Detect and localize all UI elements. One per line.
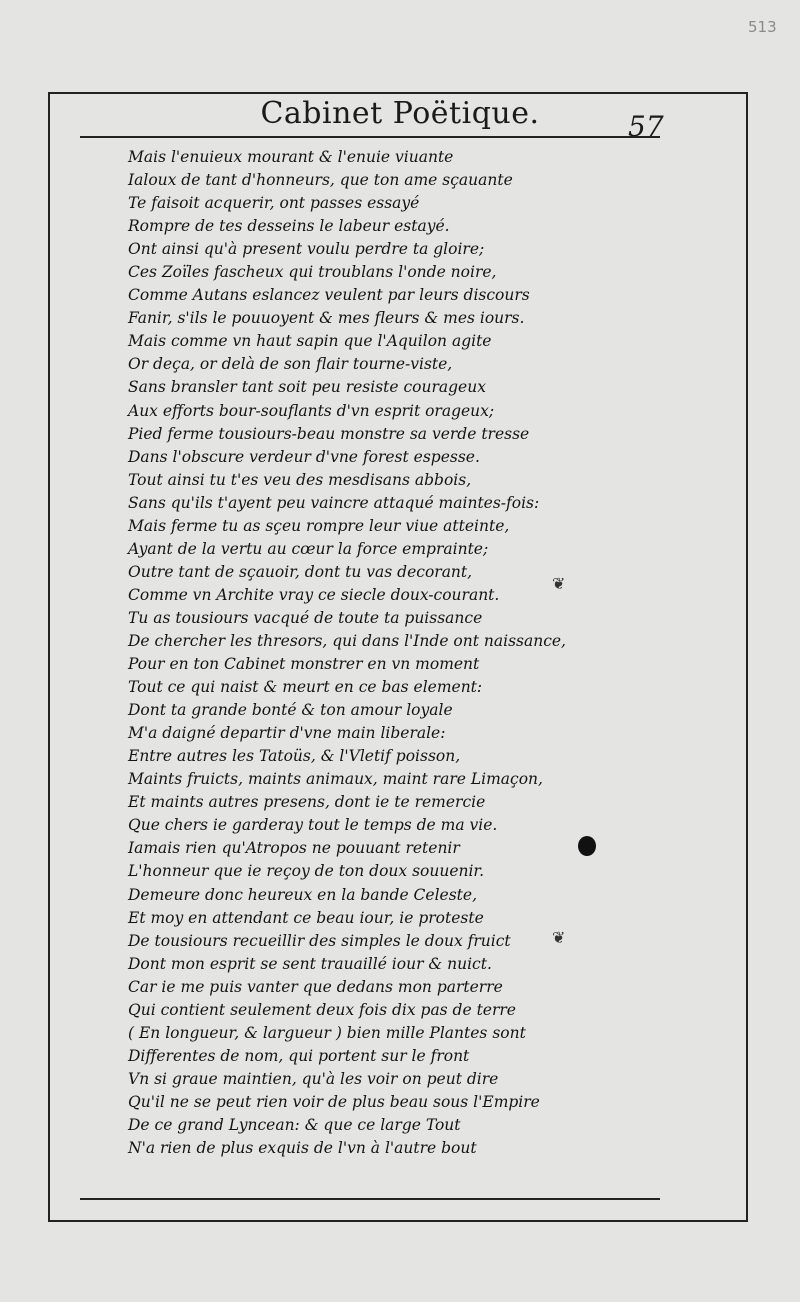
verse-line: De tousiours recueillir des simples le doux fruict	[128, 931, 511, 950]
verse-line: L'honneur que ie reçoy de ton doux souuenir.	[128, 862, 485, 881]
verse-line: Comme vn Archite vray ce siecle doux-courant.	[128, 585, 500, 604]
verse-line: Dans l'obscure verdeur d'vne forest espesse.	[128, 447, 480, 466]
verse-line: Dont ta grande bonté & ton amour loyale	[128, 701, 453, 720]
verse-line: Mais comme vn haut sapin que l'Aquilon agite	[128, 332, 492, 351]
verse-line: Vn si graue maintien, qu'à les voir on peut dire	[128, 1069, 499, 1088]
verse-line: Pour en ton Cabinet monstrer en vn moment	[128, 655, 480, 674]
verse-line: Que chers ie garderay tout le temps de ma vie.	[128, 816, 498, 835]
verse-line: Aux efforts bour-souflants d'vn esprit orageux;	[128, 401, 495, 420]
fleuron-icon: ❦	[552, 574, 566, 593]
verse-line: Fanir, s'ils le pouuoyent & mes fleurs & mes iours.	[128, 309, 525, 328]
verse-line: Qu'il ne se peut rien voir de plus beau sous l'Empire	[128, 1092, 540, 1111]
verse-line: ( En longueur, & largueur ) bien mille Plantes sont	[128, 1023, 526, 1042]
verse-line: Qui contient seulement deux fois dix pas de terre	[128, 1000, 516, 1019]
verse-line: Comme Autans eslancez veulent par leurs discours	[128, 286, 530, 305]
fleuron-icon: ❦	[552, 928, 566, 947]
verse-line: Differentes de nom, qui portent sur le front	[128, 1046, 470, 1065]
verse-line: Pied ferme tousiours-beau monstre sa verde tresse	[128, 424, 530, 443]
verse-line: Entre autres les Tatoüs, & l'Vletif poisson,	[128, 747, 461, 766]
verse-line: Te faisoit acquerir, ont passes essayé	[128, 194, 420, 213]
poem-verses	[128, 146, 658, 1160]
verse-line: Rompre de tes desseins le labeur estayé.	[128, 217, 450, 236]
verse-line: Et moy en attendant ce beau iour, ie proteste	[128, 908, 484, 927]
verse-line: Dont mon esprit se sent trauaillé iour & nuict.	[128, 954, 492, 973]
verse-line: Ayant de la vertu au cœur la force emprainte;	[128, 539, 489, 558]
verse-line: Demeure donc heureux en la bande Celeste,	[128, 885, 477, 904]
verse-line: Car ie me puis vanter que dedans mon parterre	[128, 977, 503, 996]
running-title: Cabinet Poëtique.	[260, 96, 540, 131]
ink-blot	[578, 836, 596, 856]
verse-line: De chercher les thresors, qui dans l'Inde ont naissance,	[128, 631, 566, 650]
verse-line: Tout ce qui naist & meurt en ce bas element:	[128, 678, 483, 697]
verse-line: Sans qu'ils t'ayent peu vaincre attaqué maintes-fois:	[128, 493, 540, 512]
verse-line: Mais l'enuieux mourant & l'enuie viuante	[128, 148, 454, 166]
header-rule	[50, 92, 746, 94]
verse-line: Mais ferme tu as sçeu rompre leur viue atteinte,	[128, 516, 510, 535]
shelfmark-annotation: 513	[748, 18, 777, 36]
verse-line: Or deça, or delà de son flair tourne-viste,	[128, 355, 453, 374]
verse-line: Maints fruicts, maints animaux, maint rare Limaçon,	[128, 770, 543, 789]
verse-line: N'a rien de plus exquis de l'vn à l'autre bout	[128, 1139, 477, 1158]
verse-line: Ces Zoïles fascheux qui troublans l'onde noire,	[128, 263, 497, 282]
verse-line: Iamais rien qu'Atropos ne pouuant retenir	[128, 839, 460, 858]
page-number: 57	[628, 110, 664, 143]
verse-line: De ce grand Lyncean: & que ce large Tout	[128, 1115, 461, 1134]
verse-line: Ialoux de tant d'honneurs, que ton ame sçauante	[128, 171, 513, 190]
verse-line: Ont ainsi qu'à present voulu perdre ta gloire;	[128, 240, 485, 259]
verse-line: Tout ainsi tu t'es veu des mesdisans abbois,	[128, 470, 472, 489]
verse-line: M'a daigné departir d'vne main liberale:	[128, 724, 446, 743]
verse-line: Et maints autres presens, dont ie te remercie	[128, 793, 486, 812]
verse-line: Sans bransler tant soit peu resiste courageux	[128, 378, 486, 397]
verse-line: Tu as tousiours vacqué de toute ta puissance	[128, 608, 483, 627]
verse-line: Outre tant de sçauoir, dont tu vas decorant,	[128, 562, 473, 581]
